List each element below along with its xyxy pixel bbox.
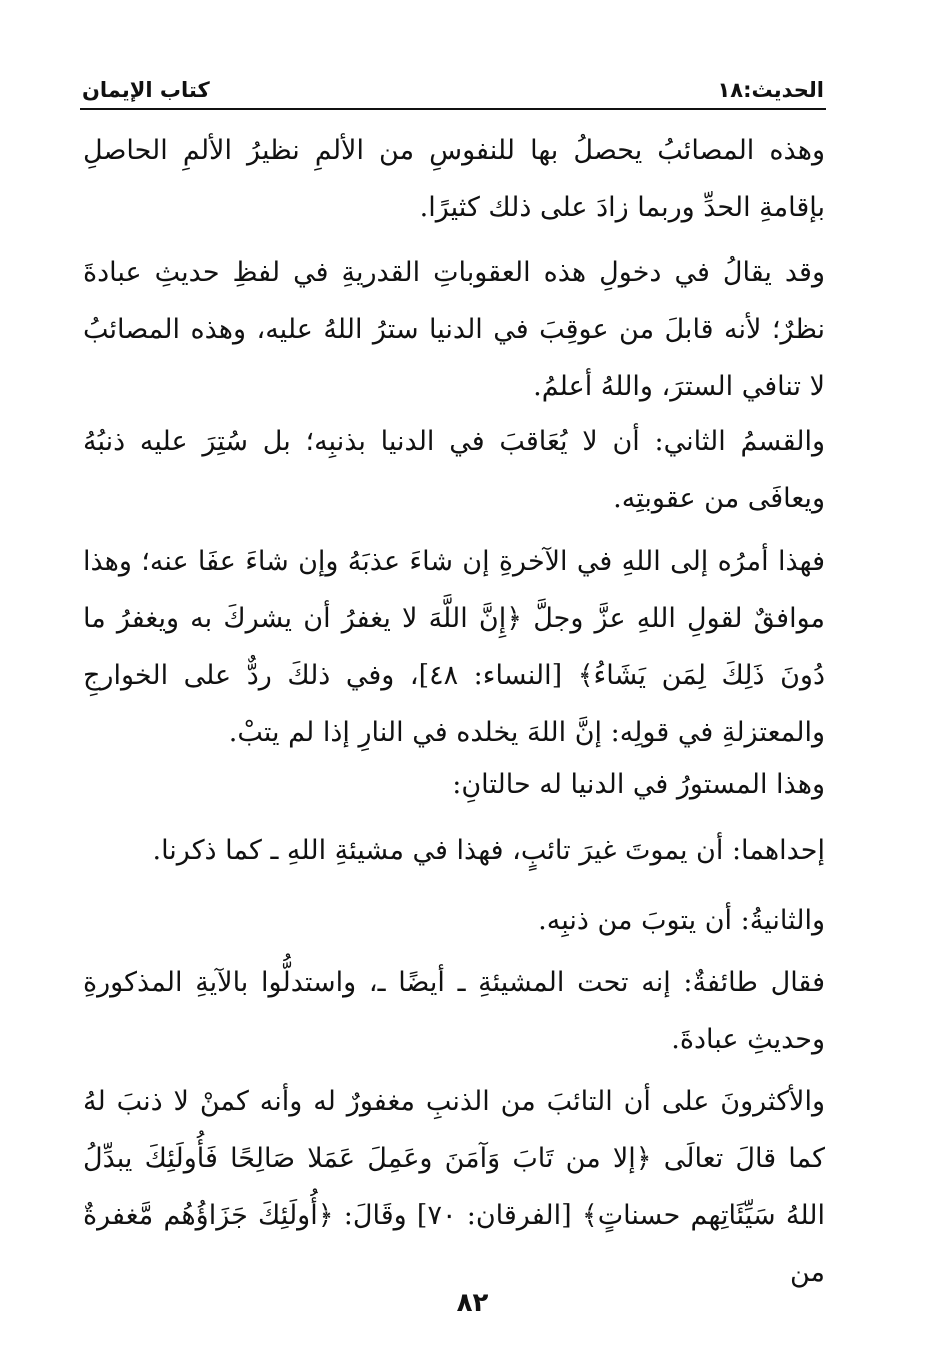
hadith-label: الحديث:١٨ bbox=[717, 78, 824, 102]
header-rule bbox=[80, 108, 826, 110]
paragraph-5: وهذا المستورُ في الدنيا له حالتانِ: bbox=[452, 769, 825, 800]
paragraph-4: فهذا أمرُه إلى اللهِ في الآخرةِ إن شاءَ عذبَهُ وإن شاءَ عفَا عنه؛ وهذا موافقٌ لقولِ اللهِ عزَّ وجلَّ ﴿إِنَّ اللَّهَ لا يغفرُ أن يشركَ به ويغفرُ ما دُونَ ذَلِكَ لِمَن يَشَاءُ﴾ [النساء: ٤٨]، وفي ذلكَ ردٌّ على الخوارجِ والمعتزلةِ في قولِه: إنَّ اللهَ يخلده في النارِ إذا لم يتبْ. bbox=[83, 546, 825, 748]
paragraph-8: فقال طائفةٌ: إنه تحت المشيئةِ ـ أيضًا ـ، واستدلُّوا بالآيةِ المذكورةِ وحديثِ عبادةَ. bbox=[83, 967, 825, 1055]
paragraph-9: والأكثرونَ على أن التائبَ من الذنبِ مغفورٌ له وأنه كمنْ لا ذنبَ لهُ كما قالَ تعالَى ﴿إلا من تَابَ وَآمَنَ وعَمِلَ عَمَلا صَالِحًا فَأُولَئِكَ يبدِّلُ اللهُ سَيِّئَاتِهم حسناتٍ﴾ [الفرقان: ٧٠] وقَالَ: ﴿أُولَئِكَ جَزَاؤُهُم مَّغفرةٌ من bbox=[83, 1086, 825, 1288]
paragraph-7: والثانيةُ: أن يتوبَ من ذنبِه. bbox=[538, 905, 825, 936]
page-number: ٨٢ bbox=[456, 1288, 489, 1318]
paragraph-1: وهذه المصائبُ يحصلُ بها للنفوسِ من الألمِ نظيرُ الألمِ الحاصلِ بإقامةِ الحدِّ وربما زادَ على ذلك كثيرًا. bbox=[83, 135, 825, 223]
paragraph-3: والقسمُ الثاني: أن لا يُعَاقبَ في الدنيا بذنبِه؛ بل سُتِرَ عليه ذنبُهُ ويعافَى من عقوبتِه. bbox=[83, 426, 825, 514]
running-header bbox=[82, 68, 824, 102]
paragraph-2: وقد يقالُ في دخولِ هذه العقوباتِ القدريةِ في لفظِ حديثِ عبادةَ نظرٌ؛ لأنه قابلَ من عوقِبَ في الدنيا سترُ اللهُ عليه، وهذه المصائبُ لا تنافي السترَ، واللهُ أعلمُ. bbox=[83, 257, 825, 402]
book-title: كتاب الإيمان bbox=[82, 78, 210, 102]
paragraph-6: إحداهما: أن يموتَ غيرَ تائبٍ، فهذا في مشيئةِ اللهِ ـ كما ذكرنا. bbox=[152, 835, 825, 866]
